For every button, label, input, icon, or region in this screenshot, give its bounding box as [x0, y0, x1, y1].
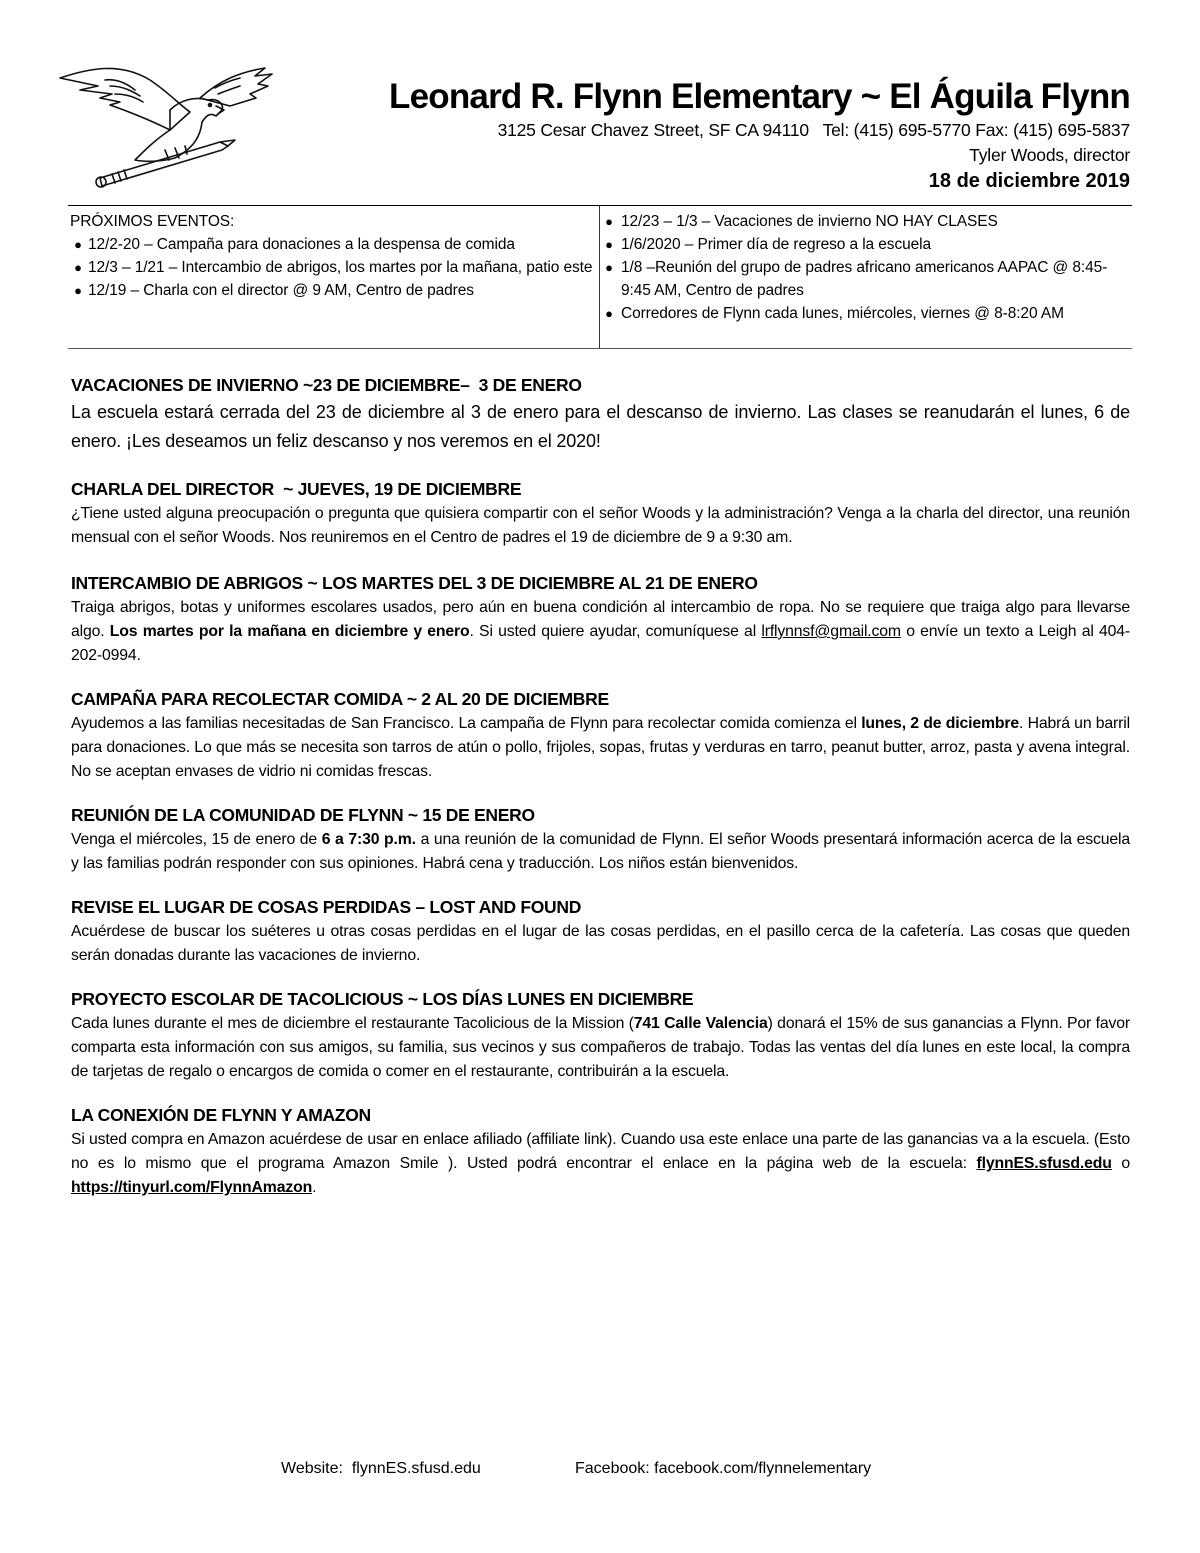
- section-title: CAMPAÑA PARA RECOLECTAR COMIDA ~ 2 AL 20 DE DICIEMBRE: [71, 689, 609, 709]
- body-text: . Habrá un barril para donaciones. Lo que más se necesita son tarros de atún o pollo, frijoles, sopas, frutas y verduras en tarro, peanut butter, arroz, pasta y avena integral. No se aceptan envases de vidrio ni comidas frescas.: [71, 715, 1131, 780]
- section-lost-and-found: [71, 894, 1130, 968]
- body-text: o: [1111, 1155, 1130, 1172]
- body-bold-text: 741 Calle Valencia: [633, 1015, 768, 1032]
- section-amazon: [71, 1102, 1130, 1200]
- section-title: REVISE EL LUGAR DE COSAS PERDIDAS – LOST AND FOUND: [71, 897, 582, 917]
- section-body: Acuérdese de buscar los suéteres u otras cosas perdidas en el lugar de las cosas perdidas, en el pasillo cerca de la cafetería. Las cosas que queden serán donadas durante las vacaciones de invierno.: [71, 923, 1130, 964]
- section-body: La escuela estará cerrada del 23 de diciembre al 3 de enero para el descanso de invierno. Las clases se reanudarán el lunes, 6 de enero. ¡Les deseamos un feliz descanso y nos veremos en el 2020!: [71, 402, 1130, 451]
- section-body: [71, 596, 1130, 668]
- event-item: [68, 279, 599, 302]
- body-bold-text: lunes, 2 de diciembre: [861, 715, 1019, 732]
- body-text: Venga el miércoles, 15 de enero de: [71, 831, 322, 848]
- upcoming-events-box: [68, 205, 1132, 349]
- section-winter-break: [71, 372, 1130, 456]
- event-text: 1/8 –Reunión del grupo de padres africano americanos AAPAC @ 8:45-9:45 AM, Centro de padres: [621, 259, 1108, 299]
- section-title: INTERCAMBIO DE ABRIGOS ~ LOS MARTES DEL 3 DE DICIEMBRE AL 21 DE ENERO: [71, 573, 758, 593]
- section-title: CHARLA DEL DIRECTOR ~ JUEVES, 19 DE DICIEMBRE: [71, 479, 522, 499]
- section-community-meeting: [71, 802, 1130, 876]
- event-text: 12/2-20 – Campaña para donaciones a la despensa de comida: [88, 236, 515, 253]
- bullet-icon: ●: [74, 260, 82, 275]
- newsletter-articles: [71, 372, 1130, 1218]
- event-text: 12/23 – 1/3 – Vacaciones de invierno NO HAY CLASES: [621, 213, 998, 230]
- section-body: [71, 1012, 1130, 1084]
- section-title: LA CONEXIÓN DE FLYNN Y AMAZON: [71, 1105, 371, 1125]
- bullet-icon: ●: [605, 260, 613, 275]
- bullet-icon: ●: [605, 306, 613, 321]
- section-title: REUNIÓN DE LA COMUNIDAD DE FLYNN ~ 15 DE ENERO: [71, 805, 535, 825]
- body-text: . Si usted quiere ayudar, comuníquese al: [469, 623, 762, 640]
- body-text: Ayudemos a las familias necesitadas de San Francisco. La campaña de Flynn para recolectar comida comienza el: [71, 715, 862, 732]
- event-text: 12/3 – 1/21 – Intercambio de abrigos, los martes por la mañana, patio este: [88, 259, 593, 276]
- section-title: PROYECTO ESCOLAR DE TACOLICIOUS ~ LOS DÍAS LUNES EN DICIEMBRE: [71, 989, 694, 1009]
- section-title: VACACIONES DE INVIERNO ~23 DE DICIEMBRE– 3 DE ENERO: [71, 375, 582, 395]
- event-item: [600, 302, 1132, 325]
- body-text: Cada lunes durante el mes de diciembre el restaurante Tacolicious de la Mission (: [71, 1015, 634, 1032]
- footer-facebook: Facebook: facebook.com/flynnelementary: [575, 1460, 872, 1477]
- body-text: o envíe un texto a Leigh al 404-202-0994.: [71, 623, 1130, 664]
- letterhead: [389, 76, 1130, 195]
- events-heading: PRÓXIMOS EVENTOS:: [70, 213, 235, 230]
- school-website-link[interactable]: [977, 1155, 1112, 1172]
- section-coat-exchange: [71, 570, 1130, 668]
- section-body: [71, 1128, 1130, 1200]
- bullet-icon: ●: [605, 214, 613, 229]
- event-item: [600, 256, 1132, 302]
- body-text: ) donará el 15% de sus ganancias a Flynn. Por favor comparta esta información con sus amigos, su familia, sus vecinos y sus compañeros de trabajo. Todas las ventas del día lunes en este local, la compra de tarjetas de regalo o encargos de comida o comer en el restaurante, contribuirán a la escuela.: [71, 1015, 1130, 1080]
- section-body: [71, 828, 1130, 876]
- event-item: [600, 233, 1132, 256]
- school-logo: [50, 50, 310, 190]
- section-body: ¿Tiene usted alguna preocupación o pregunta que quisiera compartir con el señor Woods y la administración? Venga a la charla del director, una reunión mensual con el señor Woods. Nos reuniremos en el Centro de padres el 19 de diciembre de 9 a 9:30 am.: [71, 505, 1130, 546]
- email-link[interactable]: lrflynnsf@gmail.com: [761, 623, 901, 640]
- school-name: Leonard R. Flynn Elementary ~ El Águila Flynn: [389, 77, 1130, 116]
- footer-website: Website: flynnES.sfusd.edu: [281, 1460, 481, 1477]
- section-body: [71, 712, 1130, 784]
- section-tacolicious: [71, 986, 1130, 1084]
- newsletter-date: 18 de diciembre 2019: [928, 170, 1130, 192]
- bullet-icon: ●: [605, 237, 613, 252]
- event-text: Corredores de Flynn cada lunes, miércoles, viernes @ 8-8:20 AM: [621, 305, 1064, 322]
- link-text: flynnES.sfusd.edu: [976, 1155, 1112, 1172]
- event-item: [68, 233, 599, 256]
- link-text: https://tinyurl.com/FlynnAmazon: [71, 1179, 313, 1196]
- director-name: Tyler Woods, director: [969, 145, 1130, 165]
- body-text: a una reunión de la comunidad de Flynn. El señor Woods presentará información acerca de la escuela y las familias podrán responder con sus opiniones. Habrá cena y traducción. Los niños están bienvenidos.: [71, 831, 1130, 872]
- body-bold-text: 6 a 7:30 p.m.: [321, 831, 416, 848]
- section-food-drive: [71, 686, 1130, 784]
- eagle-with-pencil-icon: [50, 50, 310, 190]
- event-text: 12/19 – Charla con el director @ 9 AM, Centro de padres: [88, 282, 474, 299]
- bullet-icon: ●: [74, 237, 82, 252]
- body-text: Traiga abrigos, botas y uniformes escolares usados, pero aún en buena condición al intercambio de ropa. No se requiere que traiga algo para llevarse algo.: [71, 599, 1130, 640]
- section-director-chat: [71, 476, 1130, 550]
- events-left-column: [68, 206, 600, 348]
- event-item: [600, 210, 1132, 233]
- amazon-affiliate-link[interactable]: [71, 1179, 312, 1196]
- school-address: 3125 Cesar Chavez Street, SF CA 94110 Tel: (415) 695-5770 Fax: (415) 695-5837: [497, 120, 1130, 140]
- bullet-icon: ●: [74, 283, 82, 298]
- body-text: Si usted compra en Amazon acuérdese de usar en enlace afiliado (affiliate link). Cuando usa este enlace una parte de las ganancias va a la escuela. (Esto no es lo mismo que el programa Amazon Smile ). Usted podrá encontrar el enlace en la página web de la escuela:: [71, 1131, 1130, 1172]
- event-text: 1/6/2020 – Primer día de regreso a la escuela: [621, 236, 931, 253]
- event-item: [68, 256, 599, 279]
- events-right-column: [600, 206, 1132, 348]
- body-text: .: [312, 1179, 317, 1196]
- body-bold-text: Los martes por la mañana en diciembre y enero: [109, 623, 470, 640]
